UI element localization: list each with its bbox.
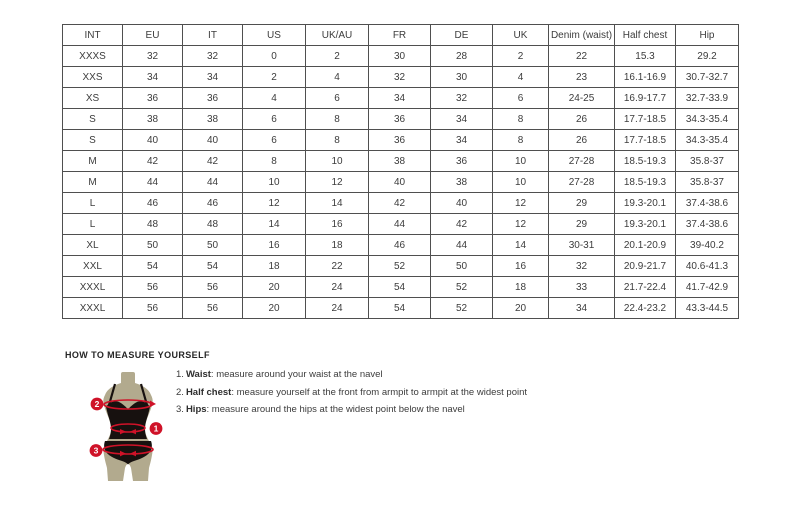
table-cell: 54 xyxy=(123,256,183,277)
table-cell: 8 xyxy=(243,151,306,172)
table-cell: 28 xyxy=(431,46,493,67)
table-cell: 17.7-18.5 xyxy=(615,109,676,130)
table-cell: 14 xyxy=(243,214,306,235)
column-header: US xyxy=(243,25,306,46)
table-cell: 38 xyxy=(369,151,431,172)
table-cell: 2 xyxy=(306,46,369,67)
table-cell: 29.2 xyxy=(676,46,739,67)
table-cell: 10 xyxy=(306,151,369,172)
how-to-measure-title: HOW TO MEASURE YOURSELF xyxy=(65,350,210,360)
table-cell: 20.9-21.7 xyxy=(615,256,676,277)
table-cell: XL xyxy=(63,235,123,256)
table-cell: 14 xyxy=(493,235,549,256)
table-cell: 36 xyxy=(369,130,431,151)
table-row xyxy=(63,109,739,130)
table-cell: 40 xyxy=(369,172,431,193)
table-cell: 16.1-16.9 xyxy=(615,67,676,88)
table-cell: 40.6-41.3 xyxy=(676,256,739,277)
table-cell: 16.9-17.7 xyxy=(615,88,676,109)
table-row xyxy=(63,277,739,298)
table-cell: 4 xyxy=(243,88,306,109)
step-number: 1. xyxy=(176,369,184,380)
table-cell: 8 xyxy=(493,130,549,151)
table-cell: 19.3-20.1 xyxy=(615,214,676,235)
table-cell: 32 xyxy=(369,67,431,88)
table-cell: XXXL xyxy=(63,298,123,319)
table-cell: 42 xyxy=(431,214,493,235)
table-cell: XXXS xyxy=(63,46,123,67)
step-number: 3. xyxy=(176,404,184,415)
waist-badge-number: 1 xyxy=(153,423,159,434)
table-cell: 23 xyxy=(549,67,615,88)
table-cell: XXL xyxy=(63,256,123,277)
table-cell: 21.7-22.4 xyxy=(615,277,676,298)
table-cell: 38 xyxy=(183,109,243,130)
table-cell: 48 xyxy=(123,214,183,235)
table-cell: 44 xyxy=(369,214,431,235)
table-row xyxy=(63,130,739,151)
column-header: DE xyxy=(431,25,493,46)
column-header: IT xyxy=(183,25,243,46)
table-cell: 34.3-35.4 xyxy=(676,130,739,151)
table-cell: 16 xyxy=(493,256,549,277)
table-cell: L xyxy=(63,214,123,235)
table-cell: 56 xyxy=(183,277,243,298)
table-cell: 20 xyxy=(243,298,306,319)
step-text: : measure yourself at the front from armpit to armpit at the widest point xyxy=(231,386,528,398)
table-row xyxy=(63,256,739,277)
table-cell: 42 xyxy=(369,193,431,214)
step-text: : measure around your waist at the navel xyxy=(210,369,383,380)
table-cell: 20 xyxy=(493,298,549,319)
table-cell: 20 xyxy=(243,277,306,298)
table-cell: 22 xyxy=(306,256,369,277)
table-row xyxy=(63,88,739,109)
table-cell: 10 xyxy=(493,172,549,193)
size-table-header xyxy=(63,25,739,46)
table-cell: S xyxy=(63,130,123,151)
table-cell: 44 xyxy=(183,172,243,193)
table-cell: 36 xyxy=(431,151,493,172)
measure-instructions xyxy=(176,366,527,419)
table-cell: 36 xyxy=(123,88,183,109)
table-cell: 8 xyxy=(493,109,549,130)
table-cell: 12 xyxy=(306,172,369,193)
column-header: Hip xyxy=(676,25,739,46)
table-cell: 18.5-19.3 xyxy=(615,172,676,193)
table-cell: 14 xyxy=(306,193,369,214)
table-cell: 16 xyxy=(306,214,369,235)
table-row xyxy=(63,298,739,319)
step-label: Hips xyxy=(185,404,207,415)
table-cell: 32 xyxy=(431,88,493,109)
table-cell: 6 xyxy=(306,88,369,109)
step-text: : measure around the hips at the widest point below the navel xyxy=(206,404,465,415)
table-cell: 34 xyxy=(431,109,493,130)
table-cell: 2 xyxy=(243,67,306,88)
table-cell: 26 xyxy=(549,109,615,130)
table-cell: 50 xyxy=(183,235,243,256)
table-cell: 0 xyxy=(243,46,306,67)
table-cell: 40 xyxy=(123,130,183,151)
table-cell: 8 xyxy=(306,109,369,130)
step-number: 2. xyxy=(176,386,184,398)
table-cell: 48 xyxy=(183,214,243,235)
table-cell: 19.3-20.1 xyxy=(615,193,676,214)
mannequin-illustration-icon xyxy=(82,371,174,485)
table-row xyxy=(63,235,739,256)
table-cell: 54 xyxy=(369,298,431,319)
table-cell: 34 xyxy=(431,130,493,151)
table-cell: 52 xyxy=(431,277,493,298)
table-cell: 44 xyxy=(431,235,493,256)
table-cell: 8 xyxy=(306,130,369,151)
table-cell: 24 xyxy=(306,277,369,298)
column-header: UK xyxy=(493,25,549,46)
table-cell: 34 xyxy=(549,298,615,319)
table-cell: 22.4-23.2 xyxy=(615,298,676,319)
table-cell: 29 xyxy=(549,193,615,214)
table-cell: 50 xyxy=(123,235,183,256)
table-cell: L xyxy=(63,193,123,214)
table-cell: 41.7-42.9 xyxy=(676,277,739,298)
table-cell: 33 xyxy=(549,277,615,298)
step-label: Half chest xyxy=(185,386,232,398)
table-cell: 30 xyxy=(369,46,431,67)
table-cell: 30.7-32.7 xyxy=(676,67,739,88)
table-cell: 26 xyxy=(549,130,615,151)
table-cell: 35.8-37 xyxy=(676,172,739,193)
table-row xyxy=(63,151,739,172)
column-header: FR xyxy=(369,25,431,46)
table-cell: 24 xyxy=(306,298,369,319)
table-cell: 32 xyxy=(123,46,183,67)
table-cell: 4 xyxy=(493,67,549,88)
table-cell: 12 xyxy=(243,193,306,214)
table-cell: 54 xyxy=(369,277,431,298)
measure-step-waist xyxy=(176,366,527,384)
column-header: UK/AU xyxy=(306,25,369,46)
table-cell: 18 xyxy=(243,256,306,277)
table-cell: 38 xyxy=(431,172,493,193)
table-cell: 36 xyxy=(183,88,243,109)
table-cell: 15.3 xyxy=(615,46,676,67)
size-table-body xyxy=(63,46,739,319)
table-row xyxy=(63,172,739,193)
table-cell: 27-28 xyxy=(549,172,615,193)
table-cell: 10 xyxy=(243,172,306,193)
header-row xyxy=(63,25,739,46)
table-cell: 38 xyxy=(123,109,183,130)
table-cell: 22 xyxy=(549,46,615,67)
table-cell: 6 xyxy=(493,88,549,109)
table-cell: 34.3-35.4 xyxy=(676,109,739,130)
table-cell: 54 xyxy=(183,256,243,277)
table-cell: 34 xyxy=(369,88,431,109)
table-cell: XS xyxy=(63,88,123,109)
step-label: Waist xyxy=(185,369,211,380)
table-cell: 32 xyxy=(549,256,615,277)
table-cell: 52 xyxy=(369,256,431,277)
table-cell: 46 xyxy=(183,193,243,214)
table-cell: 36 xyxy=(369,109,431,130)
table-cell: 18.5-19.3 xyxy=(615,151,676,172)
table-row xyxy=(63,193,739,214)
hip-badge-number: 3 xyxy=(93,445,99,456)
measurement-figure xyxy=(82,371,174,485)
hip-badge xyxy=(90,444,103,457)
table-cell: 10 xyxy=(493,151,549,172)
table-cell: XXS xyxy=(63,67,123,88)
table-cell: 16 xyxy=(243,235,306,256)
table-cell: 40 xyxy=(183,130,243,151)
table-cell: 20.1-20.9 xyxy=(615,235,676,256)
table-cell: 6 xyxy=(243,109,306,130)
table-cell: 44 xyxy=(123,172,183,193)
table-row xyxy=(63,46,739,67)
table-cell: 50 xyxy=(431,256,493,277)
size-table-container xyxy=(62,24,739,319)
table-cell: 42 xyxy=(183,151,243,172)
table-row xyxy=(63,214,739,235)
table-cell: 40 xyxy=(431,193,493,214)
table-cell: 35.8-37 xyxy=(676,151,739,172)
table-cell: 34 xyxy=(123,67,183,88)
table-cell: 52 xyxy=(431,298,493,319)
measure-step-hips xyxy=(176,401,527,419)
table-cell: 56 xyxy=(183,298,243,319)
table-cell: 4 xyxy=(306,67,369,88)
column-header: Half chest xyxy=(615,25,676,46)
table-cell: 56 xyxy=(123,277,183,298)
table-cell: 32 xyxy=(183,46,243,67)
table-cell: 42 xyxy=(123,151,183,172)
table-cell: 17.7-18.5 xyxy=(615,130,676,151)
table-cell: 18 xyxy=(306,235,369,256)
table-cell: 27-28 xyxy=(549,151,615,172)
table-cell: 30 xyxy=(431,67,493,88)
table-cell: 30-31 xyxy=(549,235,615,256)
table-cell: 12 xyxy=(493,214,549,235)
table-cell: M xyxy=(63,151,123,172)
table-cell: 37.4-38.6 xyxy=(676,193,739,214)
table-cell: 39-40.2 xyxy=(676,235,739,256)
table-cell: 6 xyxy=(243,130,306,151)
size-table xyxy=(62,24,739,319)
chest-badge-number: 2 xyxy=(94,399,100,409)
table-cell: 34 xyxy=(183,67,243,88)
table-row xyxy=(63,67,739,88)
waist-badge xyxy=(150,422,163,435)
column-header: EU xyxy=(123,25,183,46)
table-cell: 24-25 xyxy=(549,88,615,109)
table-cell: M xyxy=(63,172,123,193)
table-cell: 18 xyxy=(493,277,549,298)
table-cell: XXXL xyxy=(63,277,123,298)
measure-step-half-chest xyxy=(176,384,527,402)
chest-badge xyxy=(91,398,104,411)
table-cell: S xyxy=(63,109,123,130)
table-cell: 32.7-33.9 xyxy=(676,88,739,109)
table-cell: 29 xyxy=(549,214,615,235)
table-cell: 37.4-38.6 xyxy=(676,214,739,235)
table-cell: 43.3-44.5 xyxy=(676,298,739,319)
table-cell: 12 xyxy=(493,193,549,214)
column-header: INT xyxy=(63,25,123,46)
column-header: Denim (waist) xyxy=(549,25,615,46)
table-cell: 2 xyxy=(493,46,549,67)
table-cell: 46 xyxy=(369,235,431,256)
table-cell: 56 xyxy=(123,298,183,319)
table-cell: 46 xyxy=(123,193,183,214)
